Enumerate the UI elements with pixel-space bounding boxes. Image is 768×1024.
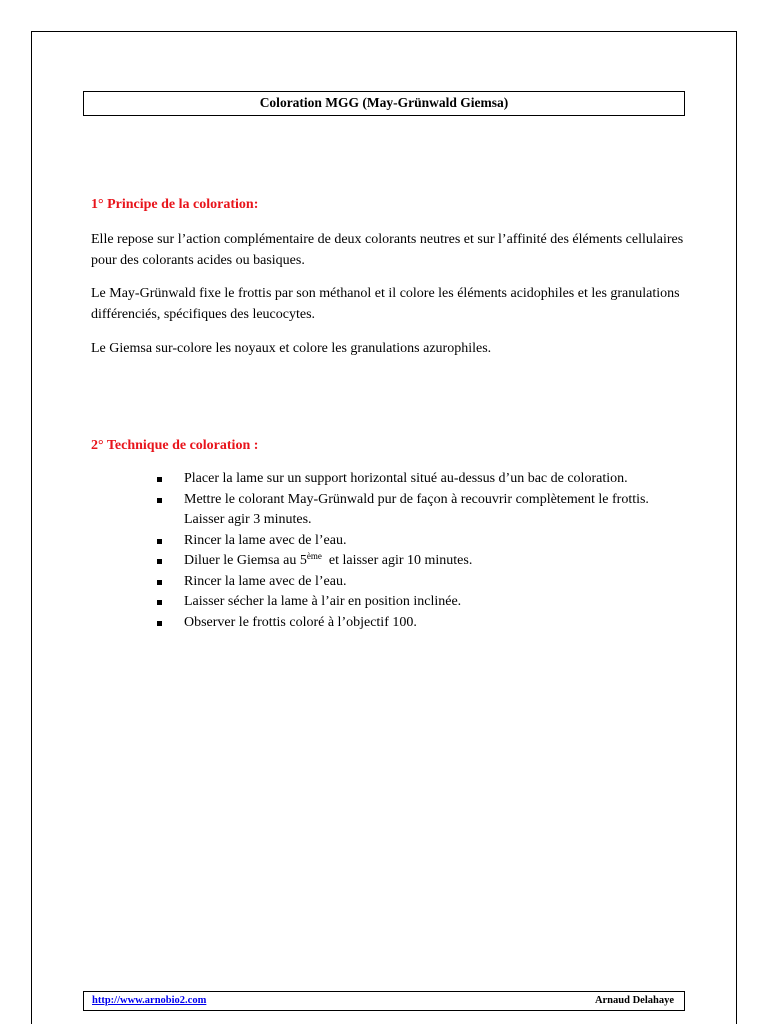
step-text: Rincer la lame avec de l’eau. <box>184 532 347 548</box>
footer <box>83 991 685 1011</box>
list-item <box>155 531 685 552</box>
square-bullet-icon <box>157 477 162 482</box>
paragraph-text: Le Giemsa sur-colore les noyaux et colore les granulations azurophiles. <box>91 341 492 356</box>
technique-steps-list <box>155 469 685 633</box>
author-name: Arnaud Delahaye <box>594 995 674 1006</box>
section-heading-principle: 1° Principe de la coloration: <box>91 197 259 212</box>
paragraph-principle-1 <box>91 229 691 271</box>
list-item <box>155 490 685 531</box>
step-text: Observer le frottis coloré à l’objectif 100. <box>184 614 417 630</box>
section-heading-technique: 2° Technique de coloration : <box>91 438 259 453</box>
list-item <box>155 592 685 613</box>
square-bullet-icon <box>157 539 162 544</box>
step-text: Rincer la lame avec de l’eau. <box>184 573 347 589</box>
step-text: Laisser sécher la lame à l’air en position inclinée. <box>184 594 462 609</box>
step-text-after: et laisser agir 10 minutes. <box>321 553 473 568</box>
square-bullet-icon <box>157 498 162 503</box>
step-text: Placer la lame sur un support horizontal situé au-dessus d’un bac de coloration. <box>184 471 628 486</box>
list-item <box>155 469 685 490</box>
document-title: Coloration MGG (May-Grünwald Giemsa) <box>83 91 685 116</box>
paragraph-principle-3 <box>91 338 691 359</box>
list-item <box>155 572 685 593</box>
step-text: Mettre le colorant May-Grünwald pur de façon à recouvrir complètement le frottis. Laisser agir 3 minutes. <box>184 491 649 527</box>
paragraph-text: Le May-Grünwald fixe le frottis par son méthanol et il colore les éléments acidophiles et les granulations différenciés, spécifiques des leucocytes. <box>91 286 680 322</box>
square-bullet-icon <box>157 580 162 585</box>
list-item <box>155 613 685 634</box>
step-superscript: ème <box>306 551 322 561</box>
paragraph-principle-2 <box>91 283 691 325</box>
website-link[interactable]: http://www.arnobio2.com <box>92 995 207 1006</box>
square-bullet-icon <box>157 600 162 605</box>
square-bullet-icon <box>157 559 162 564</box>
step-text-before: Diluer le Giemsa au 5 <box>184 553 307 568</box>
paragraph-text: Elle repose sur l’action complémentaire de deux colorants neutres et sur l’affinité des éléments cellulaires pour des colorants acides ou basiques. <box>91 232 684 268</box>
square-bullet-icon <box>157 621 162 626</box>
list-item <box>155 551 685 572</box>
